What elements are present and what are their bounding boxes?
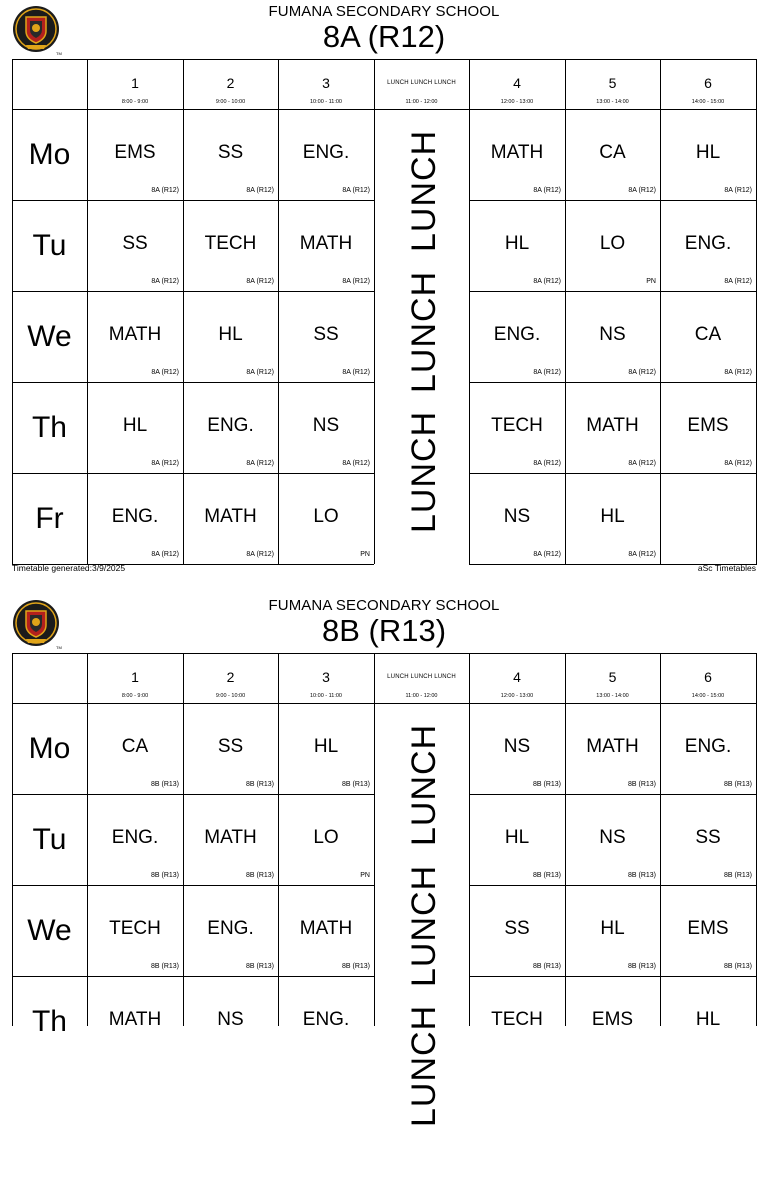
period-header — [660, 59, 756, 109]
school-name: FUMANA SECONDARY SCHOOL — [268, 3, 500, 20]
period-number: 4 — [513, 75, 521, 91]
grid-line — [12, 473, 374, 474]
lesson-subject: CA — [599, 142, 626, 163]
lesson-subject: MATH — [108, 324, 162, 345]
lesson-cell — [183, 291, 278, 382]
lesson-cell — [87, 976, 183, 1067]
lesson-subject: ENG. — [111, 506, 159, 527]
lesson-room: 8A (R12) — [628, 551, 656, 558]
period-number: 6 — [704, 75, 712, 91]
lesson-cell — [183, 703, 278, 794]
day-label: Tu — [32, 228, 67, 262]
lesson-cell — [87, 291, 183, 382]
lesson-room: 8A (R12) — [342, 278, 370, 285]
lesson-room: 8B (R13) — [723, 872, 752, 879]
grid-line — [12, 200, 374, 201]
lesson-subject: HL — [122, 415, 148, 436]
lesson-cell — [87, 703, 183, 794]
grid-line — [660, 59, 661, 564]
lesson-room: 8A (R12) — [151, 187, 179, 194]
lesson-room: PN — [360, 551, 370, 558]
grid-line — [469, 382, 757, 383]
school-name: FUMANA SECONDARY SCHOOL — [268, 597, 500, 614]
grid-line — [278, 653, 279, 1026]
period-header-lunch — [374, 59, 469, 109]
lesson-cell — [183, 794, 278, 885]
lesson-room: 8A (R12) — [246, 551, 274, 558]
day-label: Th — [31, 410, 67, 444]
lesson-cell — [278, 885, 374, 976]
lunch-header-label: LUNCH LUNCH LUNCH — [387, 80, 456, 86]
day-label: Mo — [28, 731, 71, 765]
lesson-cell — [660, 291, 756, 382]
lesson-subject: MATH — [490, 142, 544, 163]
lesson-subject: SS — [217, 736, 244, 757]
timetable-sheet — [0, 594, 768, 1188]
generated-date: Timetable generated:3/9/2025 — [12, 563, 126, 573]
lesson-subject: NS — [599, 324, 626, 345]
lesson-cell — [278, 794, 374, 885]
period-time: 9:00 - 10:00 — [215, 693, 246, 699]
day-label-cell — [12, 794, 87, 885]
lesson-subject: TECH — [109, 918, 161, 939]
lesson-room: 8A (R12) — [533, 187, 561, 194]
grid-line — [87, 59, 88, 564]
lunch-vertical-label: LUNCH — [404, 270, 443, 393]
lesson-cell — [565, 976, 660, 1067]
lesson-room: 8A (R12) — [342, 187, 370, 194]
period-header — [565, 59, 660, 109]
lesson-room: 8A (R12) — [533, 551, 561, 558]
day-label: We — [27, 913, 72, 947]
period-number: 1 — [131, 75, 139, 91]
grid-line — [12, 59, 757, 60]
grid-line — [469, 291, 757, 292]
lunch-header-label: LUNCH LUNCH LUNCH — [387, 674, 456, 680]
class-title: 8B (R13) — [321, 613, 447, 648]
lesson-room: 8B (R13) — [245, 872, 274, 879]
period-time: 10:00 - 11:00 — [309, 99, 342, 105]
lesson-subject: CA — [694, 324, 722, 345]
day-label: Tu — [32, 822, 67, 856]
lesson-room: 8B (R13) — [245, 963, 274, 970]
lesson-room: 8B (R13) — [150, 963, 179, 970]
lesson-cell — [469, 976, 565, 1067]
period-time: 13:00 - 14:00 — [596, 99, 629, 105]
grid-line — [469, 200, 757, 201]
lesson-cell — [469, 109, 565, 200]
day-label-cell — [12, 976, 87, 1067]
lunch-vertical-label: LUNCH — [404, 129, 443, 252]
lesson-cell — [278, 473, 374, 564]
lesson-subject: HL — [504, 233, 530, 254]
lesson-room: 8B (R13) — [627, 872, 656, 879]
lesson-subject: MATH — [586, 415, 639, 436]
grid-line — [565, 653, 566, 1026]
lesson-subject: NS — [503, 506, 531, 527]
lesson-room: 8A (R12) — [533, 369, 561, 376]
lesson-room: 8A (R12) — [151, 278, 179, 285]
lesson-subject: EMS — [687, 415, 729, 436]
lesson-cell — [87, 109, 183, 200]
lesson-subject: MATH — [586, 736, 639, 757]
svg-text:TM: TM — [56, 645, 62, 650]
lesson-cell — [660, 382, 756, 473]
lesson-room: 8A (R12) — [533, 278, 561, 285]
lesson-room: 8A (R12) — [724, 278, 752, 285]
lesson-room: 8A (R12) — [628, 460, 656, 467]
lesson-room: 8A (R12) — [151, 369, 179, 376]
lesson-subject: NS — [312, 415, 340, 436]
lesson-room: 8B (R13) — [723, 963, 752, 970]
lesson-cell — [565, 473, 660, 564]
period-time: 10:00 - 11:00 — [309, 693, 342, 699]
lesson-cell — [565, 382, 660, 473]
lesson-subject: SS — [695, 827, 721, 848]
lesson-subject: EMS — [687, 918, 729, 939]
lesson-room: 8A (R12) — [151, 551, 179, 558]
lesson-subject: EMS — [114, 142, 156, 163]
day-label-cell — [12, 703, 87, 794]
lesson-room: 8B (R13) — [245, 781, 274, 788]
lesson-room: 8A (R12) — [246, 369, 274, 376]
lunch-vertical-label: LUNCH — [404, 1004, 443, 1127]
day-label-cell — [12, 291, 87, 382]
grid-line — [469, 653, 470, 1026]
lesson-subject: LO — [313, 506, 339, 527]
lesson-subject: HL — [695, 1009, 721, 1030]
grid-line — [12, 976, 374, 977]
lesson-subject: ENG. — [302, 142, 350, 163]
lesson-room: 8B (R13) — [532, 781, 561, 788]
grid-line — [183, 59, 184, 564]
lesson-subject: MATH — [204, 827, 257, 848]
period-time: 11:00 - 12:00 — [405, 99, 438, 105]
lesson-room: 8B (R13) — [627, 781, 656, 788]
lesson-subject: HL — [695, 142, 721, 163]
period-header — [660, 653, 756, 703]
period-time: 14:00 - 15:00 — [691, 693, 725, 699]
lesson-room: 8A (R12) — [724, 187, 752, 194]
lesson-cell — [660, 200, 756, 291]
lesson-subject: NS — [503, 736, 531, 757]
period-number: 2 — [226, 75, 235, 91]
lesson-subject: ENG. — [684, 736, 732, 757]
period-time: 14:00 - 15:00 — [691, 99, 725, 105]
period-time: 12:00 - 13:00 — [500, 99, 534, 105]
lesson-cell — [278, 109, 374, 200]
lesson-room: 8A (R12) — [533, 460, 561, 467]
day-label: Mo — [28, 137, 71, 171]
lesson-subject: HL — [313, 736, 339, 757]
grid-line — [12, 382, 374, 383]
lesson-cell — [469, 200, 565, 291]
lesson-subject: HL — [600, 506, 625, 527]
period-time: 8:00 - 9:00 — [121, 693, 149, 699]
lesson-cell — [565, 291, 660, 382]
period-number: 3 — [322, 669, 330, 685]
day-label-cell — [12, 109, 87, 200]
lesson-subject: ENG. — [302, 1009, 350, 1030]
lesson-room: 8A (R12) — [246, 278, 274, 285]
lesson-cell — [87, 473, 183, 564]
period-time: 12:00 - 13:00 — [500, 693, 534, 699]
lesson-subject: ENG. — [684, 233, 732, 254]
lesson-subject: EMS — [591, 1009, 634, 1030]
lesson-room: 8A (R12) — [246, 187, 274, 194]
lesson-cell — [565, 794, 660, 885]
lunch-vertical-label: LUNCH — [404, 723, 443, 846]
lesson-subject: TECH — [491, 1009, 543, 1030]
svg-text:TM: TM — [56, 51, 62, 56]
grid-line — [278, 59, 279, 564]
lesson-cell — [183, 885, 278, 976]
lesson-room: 8B (R13) — [532, 963, 561, 970]
period-number: 6 — [704, 669, 712, 685]
lesson-subject: MATH — [108, 1009, 162, 1030]
lesson-cell — [660, 703, 756, 794]
lesson-subject: SS — [122, 233, 148, 254]
lesson-subject: MATH — [299, 918, 353, 939]
lesson-room: 8A (R12) — [724, 369, 752, 376]
lesson-subject: CA — [121, 736, 149, 757]
grid-line — [374, 653, 375, 1026]
lesson-room: 8A (R12) — [628, 369, 656, 376]
lesson-room: 8B (R13) — [341, 781, 370, 788]
lesson-cell — [469, 703, 565, 794]
lunch-column — [374, 109, 469, 564]
lesson-cell — [469, 885, 565, 976]
period-header — [278, 59, 374, 109]
period-header — [87, 59, 183, 109]
lesson-room: 8A (R12) — [628, 187, 656, 194]
period-header — [469, 59, 565, 109]
grid-line — [87, 653, 88, 1026]
lesson-subject: MATH — [204, 506, 257, 527]
grid-line — [565, 59, 566, 564]
period-number: 3 — [322, 75, 330, 91]
class-title: 8A (R12) — [322, 19, 446, 54]
lesson-cell — [183, 473, 278, 564]
period-header — [469, 653, 565, 703]
lesson-cell — [565, 109, 660, 200]
grid-line — [12, 703, 757, 704]
day-label-cell — [12, 473, 87, 564]
lesson-cell — [469, 794, 565, 885]
period-header — [183, 653, 278, 703]
period-header — [278, 653, 374, 703]
lunch-column — [374, 703, 469, 1127]
lesson-subject: ENG. — [207, 415, 254, 436]
lesson-subject: HL — [218, 324, 243, 345]
grid-line — [756, 59, 757, 564]
lesson-cell — [565, 200, 660, 291]
lesson-room: 8A (R12) — [151, 460, 179, 467]
period-header-lunch — [374, 653, 469, 703]
day-label: We — [27, 319, 72, 353]
lesson-cell — [660, 976, 756, 1067]
period-time: 8:00 - 9:00 — [121, 99, 149, 105]
lesson-cell — [565, 885, 660, 976]
lesson-cell — [278, 291, 374, 382]
period-number: 2 — [226, 669, 235, 685]
lesson-room: 8B (R13) — [723, 781, 752, 788]
lesson-subject: ENG. — [493, 324, 541, 345]
period-number: 5 — [608, 75, 617, 91]
lesson-subject: HL — [504, 827, 530, 848]
lesson-subject: SS — [504, 918, 530, 939]
grid-line — [469, 976, 757, 977]
day-label: Fr — [35, 501, 64, 535]
period-time: 11:00 - 12:00 — [405, 693, 438, 699]
lesson-cell — [183, 109, 278, 200]
grid-line — [469, 885, 757, 886]
lesson-subject: LO — [599, 233, 626, 254]
lesson-room: 8A (R12) — [724, 460, 752, 467]
lesson-subject: TECH — [491, 415, 543, 436]
lesson-cell — [87, 382, 183, 473]
lesson-room: PN — [646, 278, 656, 285]
lesson-subject: SS — [313, 324, 339, 345]
lesson-cell — [660, 109, 756, 200]
grid-line — [374, 59, 375, 564]
period-header — [183, 59, 278, 109]
day-label-cell — [12, 382, 87, 473]
lesson-subject: TECH — [204, 233, 257, 254]
lesson-room: 8B (R13) — [341, 963, 370, 970]
period-number: 4 — [513, 669, 521, 685]
period-number: 1 — [131, 669, 139, 685]
grid-line — [660, 653, 661, 1026]
lesson-cell — [278, 703, 374, 794]
period-time: 13:00 - 14:00 — [596, 693, 629, 699]
lunch-vertical-label: LUNCH — [404, 410, 443, 533]
lesson-room: 8A (R12) — [342, 460, 370, 467]
grid-line — [12, 653, 13, 1026]
day-label: Th — [31, 1004, 67, 1038]
period-header — [87, 653, 183, 703]
grid-line — [469, 794, 757, 795]
grid-line — [12, 794, 374, 795]
lesson-subject: NS — [599, 827, 626, 848]
lesson-cell — [87, 200, 183, 291]
day-label-cell — [12, 200, 87, 291]
lunch-vertical-label: LUNCH — [404, 864, 443, 987]
lesson-room: 8B (R13) — [150, 781, 179, 788]
grid-line — [469, 473, 757, 474]
lesson-subject: ENG. — [207, 918, 254, 939]
lesson-cell — [87, 885, 183, 976]
lesson-subject: LO — [313, 827, 339, 848]
lesson-cell — [278, 382, 374, 473]
lesson-cell — [660, 473, 756, 564]
lesson-room: 8B (R13) — [150, 872, 179, 879]
lesson-cell — [183, 200, 278, 291]
lesson-room: 8B (R13) — [532, 872, 561, 879]
lesson-cell — [469, 473, 565, 564]
grid-line — [12, 885, 374, 886]
grid-line — [12, 109, 757, 110]
grid-line — [12, 653, 757, 654]
grid-line — [756, 653, 757, 1026]
day-label-cell — [12, 885, 87, 976]
lesson-cell — [87, 794, 183, 885]
grid-line — [469, 59, 470, 564]
lesson-subject: NS — [217, 1009, 244, 1030]
lesson-cell — [660, 794, 756, 885]
grid-line — [12, 291, 374, 292]
grid-line — [12, 59, 13, 564]
grid-line — [183, 653, 184, 1026]
lesson-cell — [183, 976, 278, 1067]
generator-credit: aSc Timetables — [697, 563, 756, 573]
lesson-room: 8A (R12) — [246, 460, 274, 467]
period-number: 5 — [608, 669, 617, 685]
lesson-room: 8A (R12) — [342, 369, 370, 376]
lesson-room: PN — [360, 872, 370, 879]
lesson-cell — [278, 200, 374, 291]
lesson-subject: MATH — [299, 233, 353, 254]
lesson-cell — [278, 976, 374, 1067]
lesson-cell — [183, 382, 278, 473]
lesson-subject: SS — [217, 142, 244, 163]
period-time: 9:00 - 10:00 — [215, 99, 246, 105]
lesson-subject: ENG. — [111, 827, 159, 848]
lesson-cell — [565, 703, 660, 794]
lesson-cell — [660, 885, 756, 976]
lesson-cell — [469, 382, 565, 473]
lesson-subject: HL — [600, 918, 625, 939]
lesson-room: 8B (R13) — [627, 963, 656, 970]
lesson-cell — [469, 291, 565, 382]
period-header — [565, 653, 660, 703]
